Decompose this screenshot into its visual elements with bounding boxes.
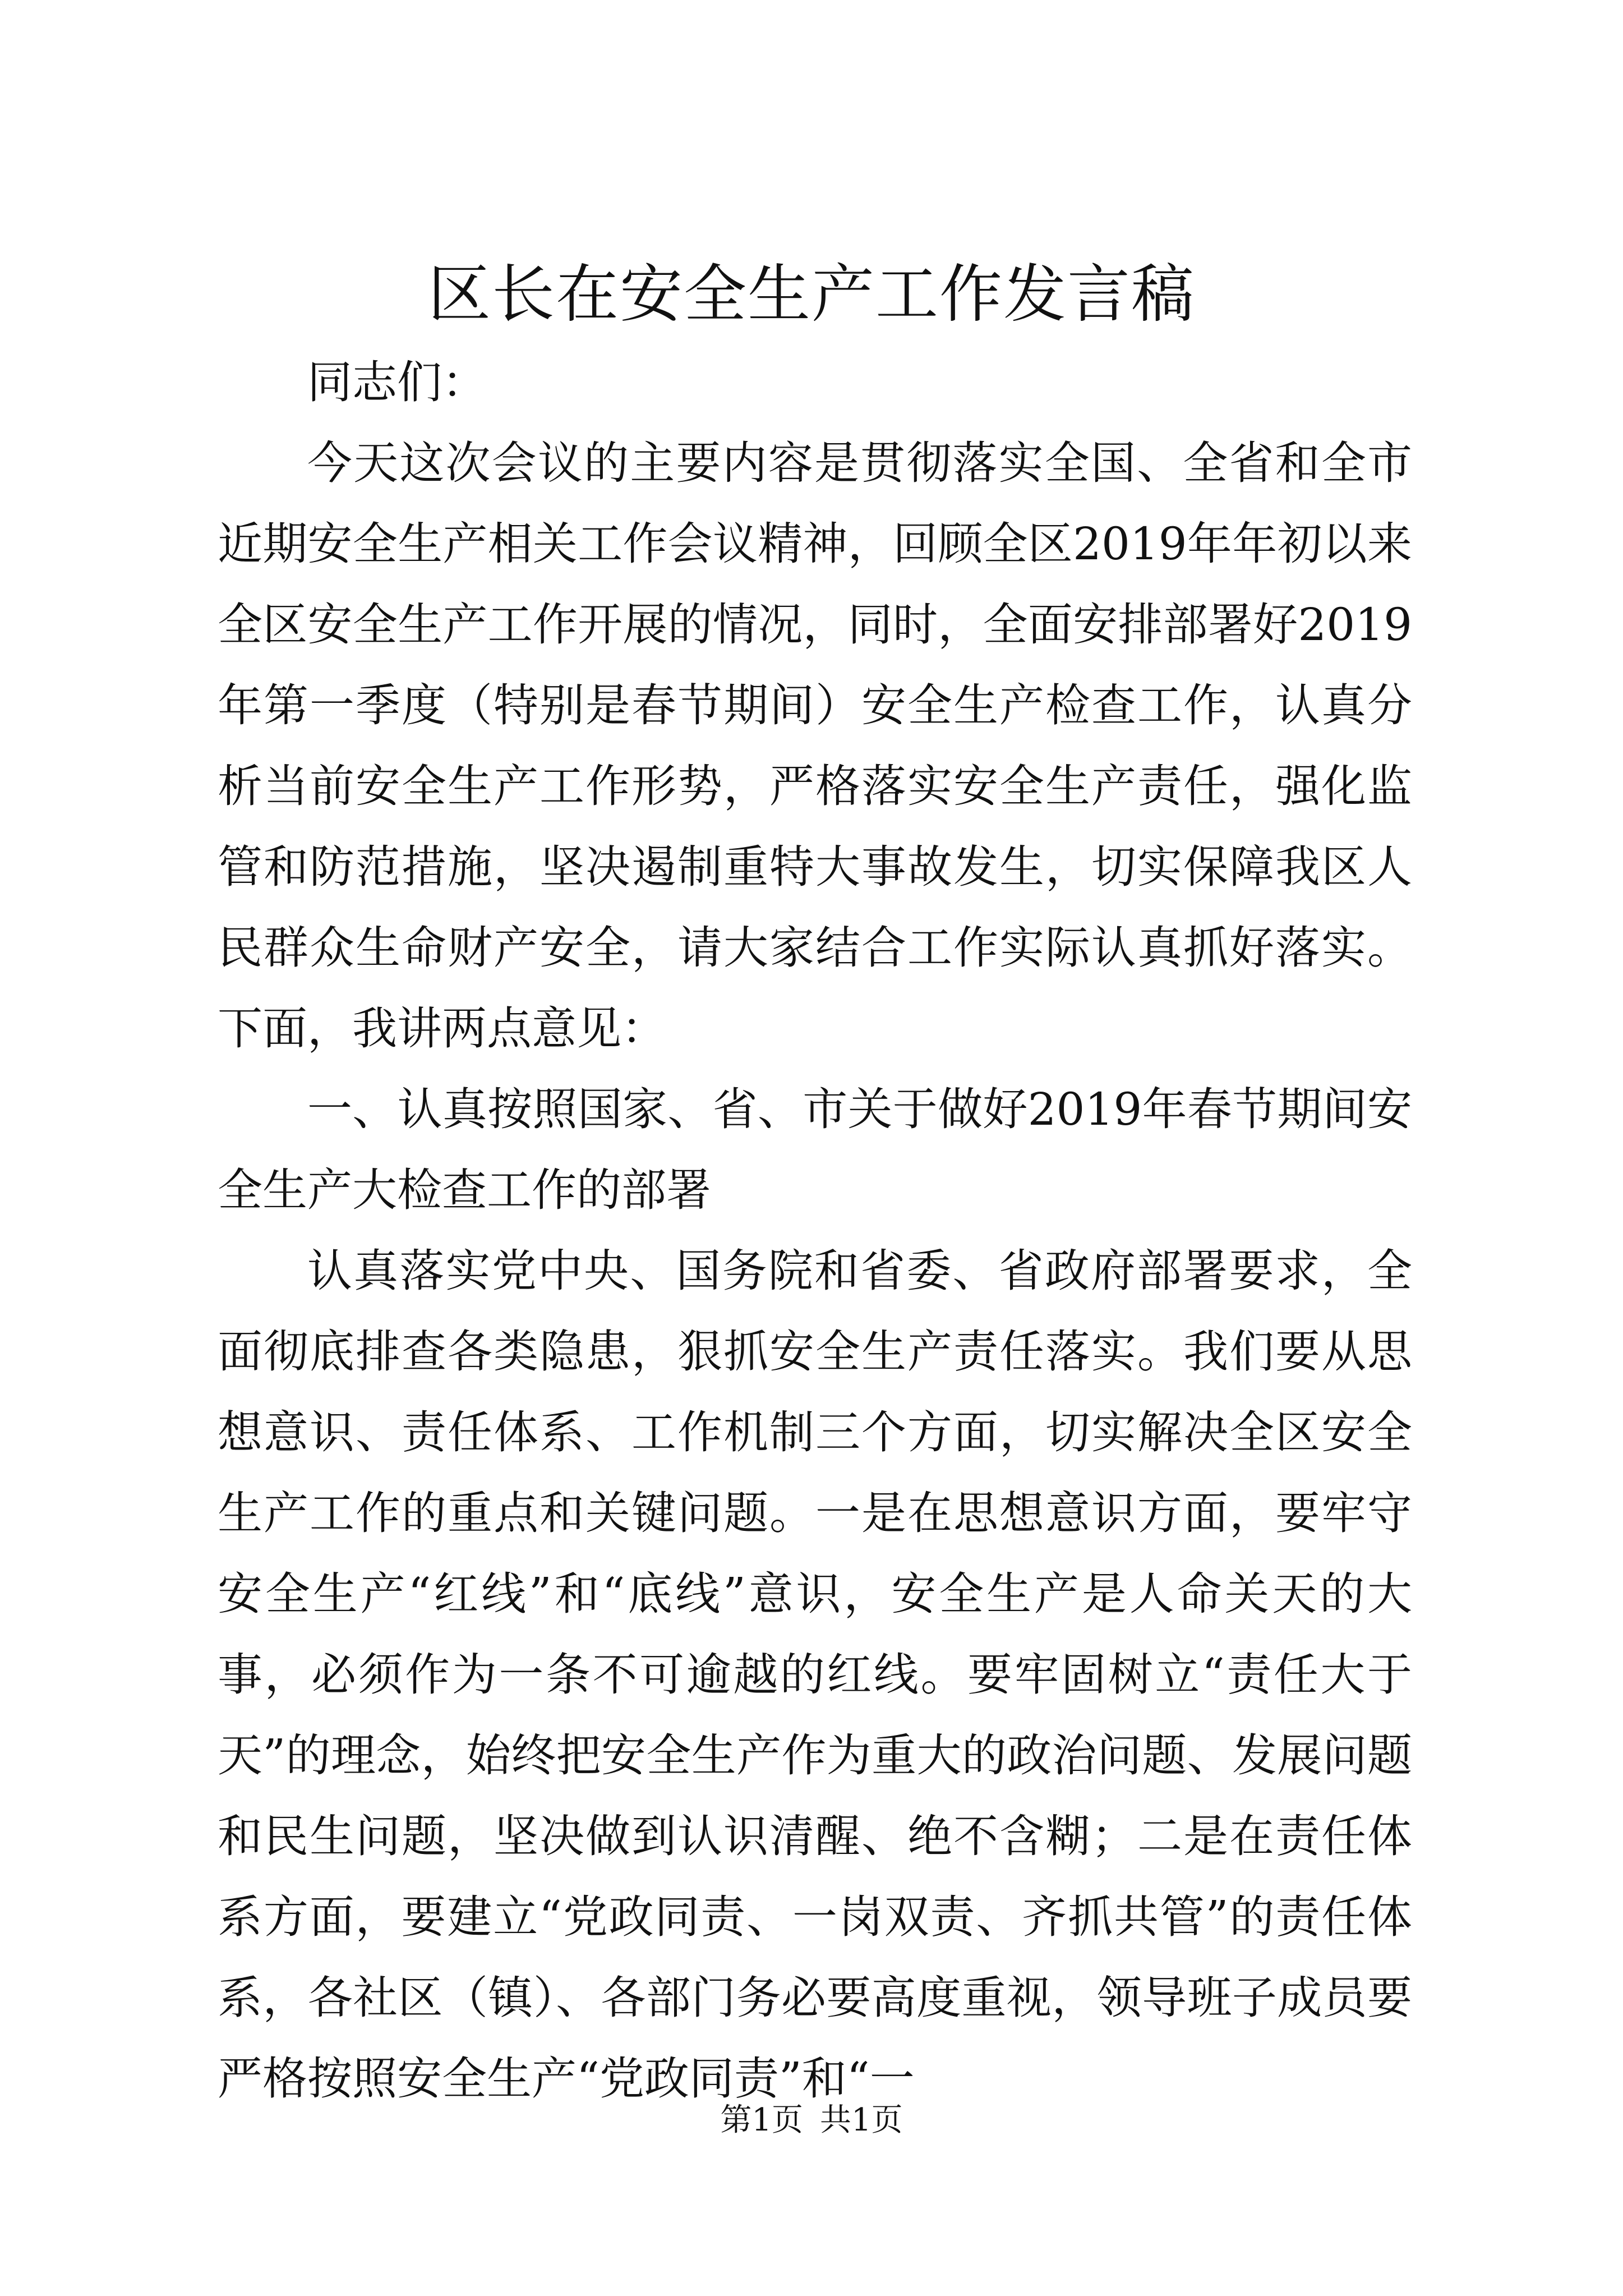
document-body	[218, 342, 1412, 2119]
intro-paragraph: 今天这次会议的主要内容是贯彻落实全国、全省和全市近期安全生产相关工作会议精神，回顾全区2019年年初以来全区安全生产工作开展的情况，同时，全面安排部署好2019年第一季度（特别是春节期间）安全生产检查工作，认真分析当前安全生产工作形势，严格落实安全生产责任，强化监管和防范措施，坚决遏制重特大事故发生，切实保障我区人民群众生命财产安全，请大家结合工作实际认真抓好落实。下面，我讲两点意见：	[218, 437, 1412, 1055]
salutation-paragraph: 同志们：	[307, 356, 487, 408]
body-paragraph: 认真落实党中央、国务院和省委、省政府部署要求，全面彻底排查各类隐患，狠抓安全生产责任落实。我们要从思想意识、责任体系、工作机制三个方面，切实解决全区安全生产工作的重点和关键问题。一是在思想意识方面，要牢守安全生产“红线”和“底线”意识，安全生产是人命关天的大事，必须作为一条不可逾越的红线。要牢固树立“责任大于天”的理念，始终把安全生产作为重大的政治问题、发展问题和民生问题，坚决做到认识清醒、绝不含糊；二是在责任体系方面，要建立“党政同责、一岗双责、齐抓共管”的责任体系，各社区（镇）、各部门务必要高度重视，领导班子成员要严格按照安全生产“党政同责”和“一	[218, 1245, 1412, 2105]
section-heading-paragraph: 一、认真按照国家、省、市关于做好2019年春节期间安全生产大检查工作的部署	[218, 1083, 1412, 1216]
page-number: 第1页	[720, 2102, 803, 2138]
page-footer	[0, 2098, 1623, 2143]
page-total: 共1页	[820, 2102, 903, 2138]
document-title: 区长在安全生产工作发言稿	[428, 258, 1195, 331]
